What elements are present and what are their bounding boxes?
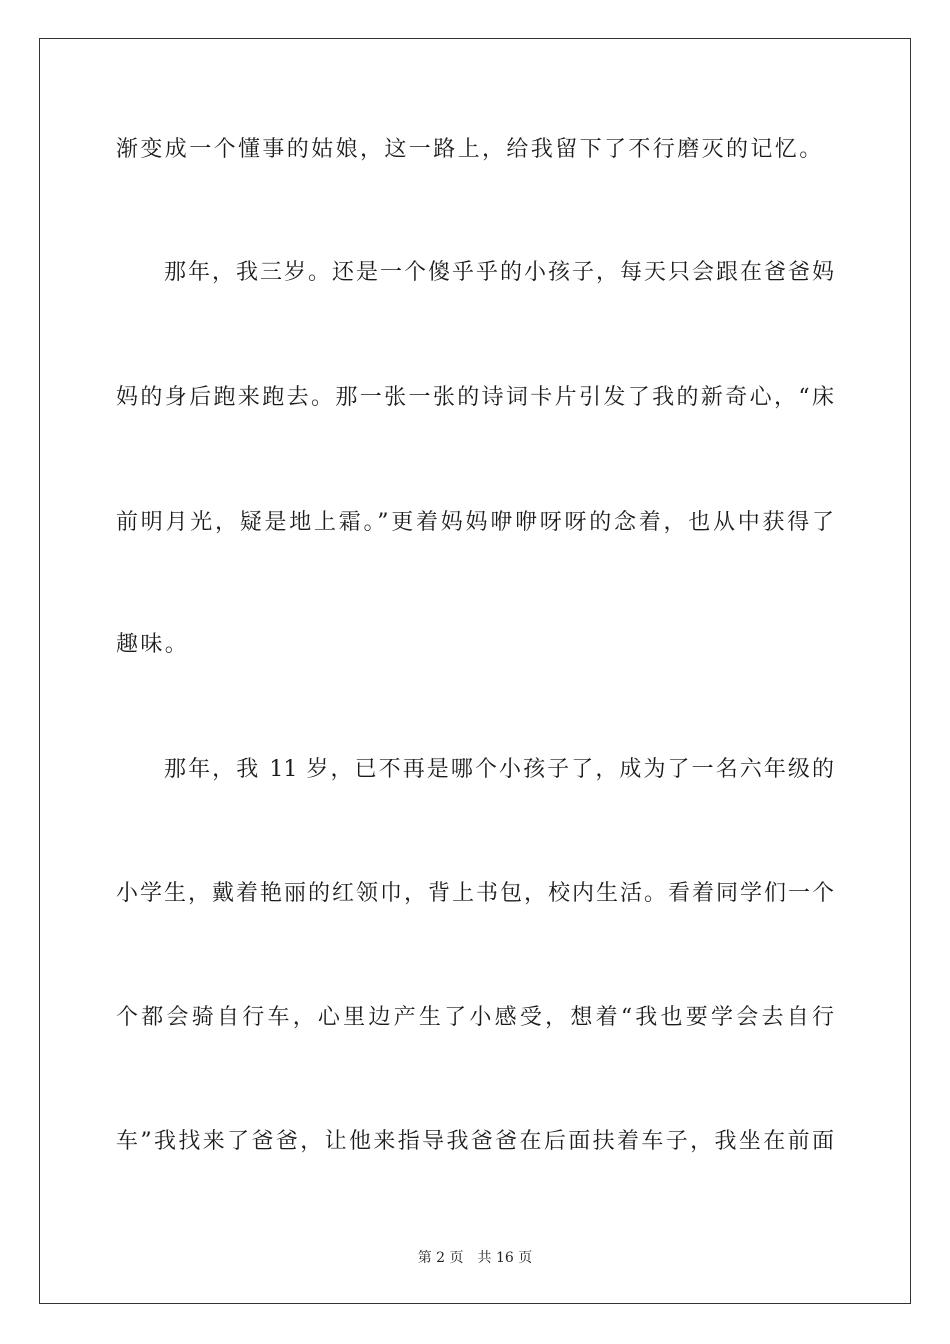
body-line-4: 前明月光，疑是地上霜。”更着妈妈咿咿呀呀的念着，也从中获得了 (116, 510, 834, 535)
page-number: 第 2 页 (417, 1250, 464, 1266)
page-total: 共 16 页 (477, 1250, 533, 1266)
body-line-5: 趣味。 (116, 632, 190, 657)
body-line-7: 小学生，戴着艳丽的红领巾，背上书包，校内生活。看着同学们一个 (116, 881, 834, 906)
body-line-3: 妈的身后跑来跑去。那一张一张的诗词卡片引发了我的新奇心，“床 (116, 385, 834, 410)
page-border (39, 38, 911, 1304)
body-line-1: 渐变成一个懂事的姑娘，这一路上，给我留下了不行磨灭的记忆。 (116, 137, 824, 162)
body-line-8: 个都会骑自行车，心里边产生了小感受，想着“我也要学会去自行 (116, 1005, 834, 1030)
body-line-2: 那年，我三岁。还是一个傻乎乎的小孩子，每天只会跟在爸爸妈 (164, 260, 834, 285)
page-footer (0, 1247, 950, 1267)
body-line-6: 那年，我 11 岁，已不再是哪个小孩子了，成为了一名六年级的 (164, 757, 834, 782)
body-line-9: 车”我找来了爸爸，让他来指导我爸爸在后面扶着车子，我坐在前面 (116, 1129, 834, 1154)
